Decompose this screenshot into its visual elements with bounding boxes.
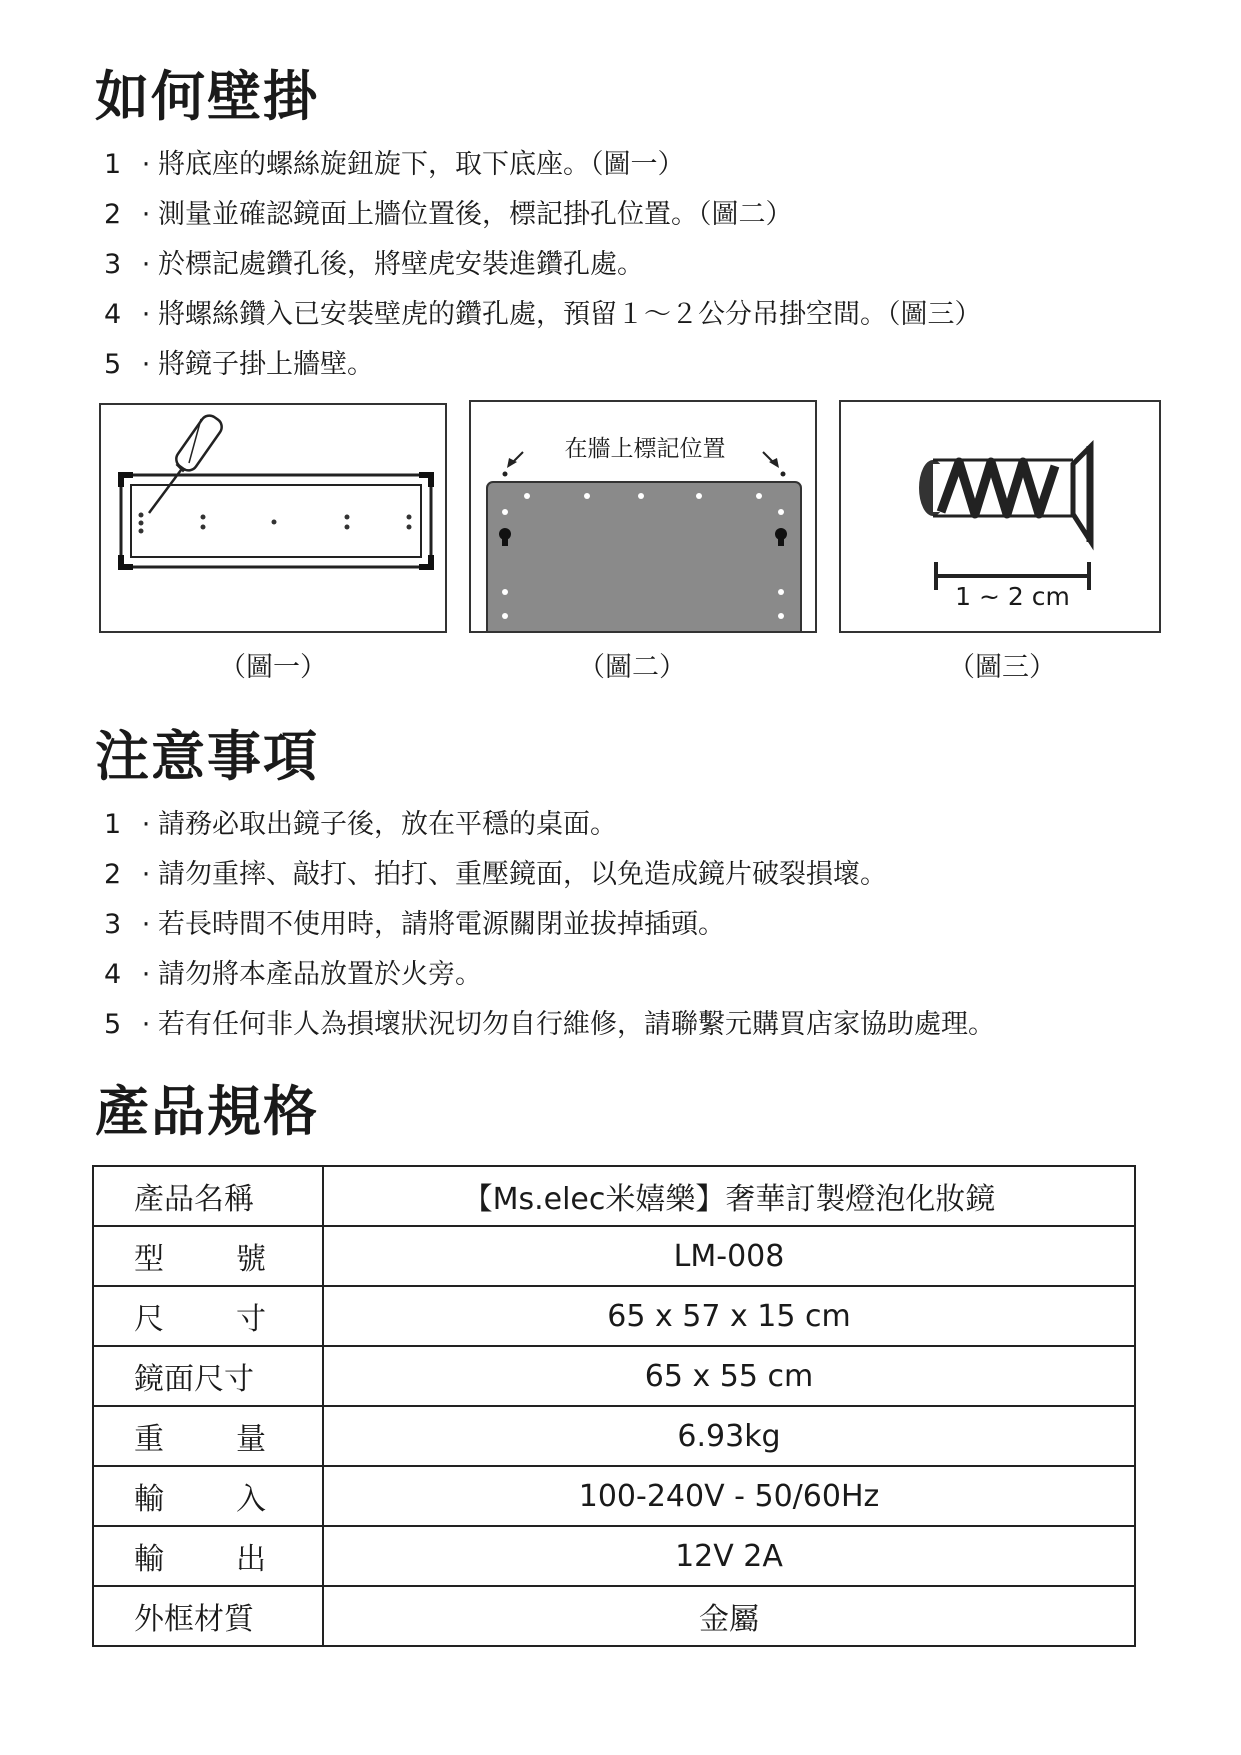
list-item: 4 · 請勿將本產品放置於火旁。: [104, 959, 482, 990]
table-row: [93, 1586, 1135, 1646]
step-item: 1 · 將底座的螺絲旋鈕旋下，取下底座。（圖一）: [104, 149, 685, 180]
list-item: 3 · 若長時間不使用時，請將電源關閉並拔掉插頭。: [104, 909, 725, 940]
spec-label: 型 號: [93, 1226, 323, 1286]
list-item: 5 · 若有任何非人為損壞狀況切勿自行維修，請聯繫元購買店家協助處理。: [104, 1009, 995, 1040]
spec-label: 尺 寸: [93, 1286, 323, 1346]
spec-value: 金屬: [323, 1586, 1135, 1646]
table-row: [93, 1166, 1135, 1226]
step-item: 4 · 將螺絲鑽入已安裝壁虎的鑽孔處，預留１～２公分吊掛空間。（圖三）: [104, 299, 982, 330]
spec-label: 鏡面尺寸: [93, 1346, 323, 1406]
figure-3-screw-gap: [839, 400, 1161, 633]
step-item: 2 · 測量並確認鏡面上牆位置後，標記掛孔位置。（圖二）: [104, 199, 793, 230]
figure-2-caption: （圖二）: [578, 652, 686, 683]
figure-2-mark-position: [469, 400, 817, 633]
spec-value: 【Ms.elec米嬉樂】奢華訂製燈泡化妝鏡: [323, 1166, 1135, 1226]
section-title-specifications: 產品規格: [95, 1080, 319, 1143]
spec-value: 12V 2A: [323, 1526, 1135, 1586]
table-row: [93, 1346, 1135, 1406]
spec-value: 100-240V - 50/60Hz: [323, 1466, 1135, 1526]
figure-3-caption: （圖三）: [948, 652, 1056, 683]
spec-value: 65 x 57 x 15 cm: [323, 1286, 1135, 1346]
figure-3-label: 1 ~ 2 cm: [955, 582, 1070, 611]
spec-value: 65 x 55 cm: [323, 1346, 1135, 1406]
step-item: 5 · 將鏡子掛上牆壁。: [104, 349, 374, 380]
spec-value: LM-008: [323, 1226, 1135, 1286]
precaution-list: [104, 800, 995, 1050]
spec-table: [92, 1165, 1136, 1647]
figure-1-base-removal: [99, 403, 447, 633]
figure-2-label: 在牆上標記位置: [564, 436, 726, 462]
spec-label: 重 量: [93, 1406, 323, 1466]
list-item: 1 · 請務必取出鏡子後，放在平穩的桌面。: [104, 809, 617, 840]
spec-label: 外框材質: [93, 1586, 323, 1646]
spec-value: 6.93kg: [323, 1406, 1135, 1466]
table-row: [93, 1286, 1135, 1346]
spec-label: 產品名稱: [93, 1166, 323, 1226]
spec-label: 輸 出: [93, 1526, 323, 1586]
step-item: 3 · 於標記處鑽孔後，將壁虎安裝進鑽孔處。: [104, 249, 644, 280]
section-title-precautions: 注意事項: [95, 725, 319, 788]
screwdriver-illustration: [101, 405, 447, 633]
table-row: [93, 1526, 1135, 1586]
table-row: [93, 1406, 1135, 1466]
table-row: [93, 1466, 1135, 1526]
list-item: 2 · 請勿重摔、敲打、拍打、重壓鏡面，以免造成鏡片破裂損壞。: [104, 859, 887, 890]
wall-mount-steps: [104, 140, 982, 390]
spec-label: 輸 入: [93, 1466, 323, 1526]
section-title-wall-mount: 如何壁掛: [95, 65, 319, 128]
table-row: [93, 1226, 1135, 1286]
figure-1-caption: （圖一）: [219, 652, 327, 683]
